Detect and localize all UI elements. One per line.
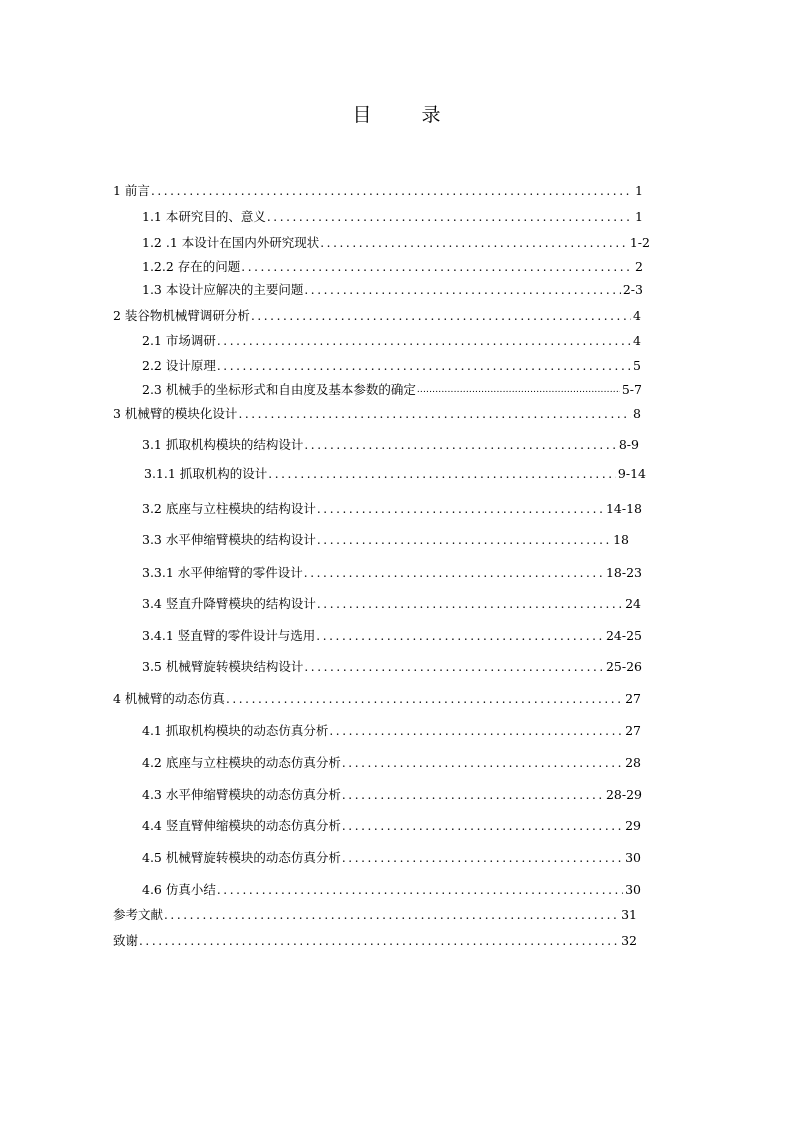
toc-entry-label: 3.1.1 抓取机构的设计	[144, 466, 268, 481]
toc-entry-label: 4.1 抓取机构模块的动态仿真分析	[142, 723, 329, 738]
dot-leader	[268, 466, 616, 482]
toc-entry-label: 1.3 本设计应解决的主要问题	[142, 282, 304, 297]
toc-entry-label: 1.1 本研究目的、意义	[142, 209, 266, 224]
dot-leader	[320, 235, 628, 251]
toc-entry-label: 3.3 水平伸缩臂模块的结构设计	[142, 532, 316, 547]
toc-entry-page: 29	[625, 818, 641, 833]
toc-entry-page: 9-14	[617, 466, 646, 481]
toc-entry-page: 1	[635, 209, 643, 224]
toc-entry-1-2-1[interactable]	[142, 235, 650, 251]
toc-entry-page: 32	[621, 933, 637, 948]
toc-entry-4-3[interactable]	[142, 787, 642, 803]
toc-entry-3-3-1[interactable]	[142, 565, 642, 581]
dot-leader	[317, 596, 623, 612]
toc-entry-page: 18-23	[605, 565, 642, 580]
toc-entry-label: 3.4.1 竖直臂的零件设计与选用	[142, 628, 316, 643]
toc-entry-page: 28	[625, 755, 641, 770]
toc-entry-4-4[interactable]	[142, 818, 641, 834]
toc-entry-label: 4 机械臂的动态仿真	[113, 691, 225, 706]
dot-leader	[317, 532, 611, 548]
toc-entry-page: 5-7	[621, 382, 642, 397]
toc-entry-page: 30	[625, 850, 641, 865]
dot-leader	[139, 933, 619, 949]
dot-leader	[241, 259, 633, 275]
toc-entry-2-1[interactable]	[142, 333, 641, 349]
toc-entry-label: 参考文献	[113, 907, 164, 922]
toc-entry-1-3[interactable]	[142, 282, 643, 298]
toc-entry-label: 4.3 水平伸缩臂模块的动态仿真分析	[142, 787, 341, 802]
toc-entry-page: 1	[635, 183, 643, 198]
toc-entry-4-6[interactable]	[142, 882, 641, 898]
toc-entry-page: 14-18	[605, 501, 642, 516]
toc-entry-3-5[interactable]	[142, 659, 642, 675]
toc-entry-page: 27	[625, 723, 641, 738]
dot-leader	[238, 406, 631, 422]
toc-entry-page: 4	[633, 308, 641, 323]
dot-leader	[329, 723, 623, 739]
dot-leader	[267, 209, 633, 225]
toc-entry-page: 1-2	[629, 235, 650, 250]
toc-entry-4[interactable]	[113, 691, 641, 707]
toc-entry-1[interactable]	[113, 183, 643, 199]
toc-entry-3-2[interactable]	[142, 501, 642, 517]
toc-entry-label: 4.4 竖直臂伸缩模块的动态仿真分析	[142, 818, 341, 833]
toc-entry-label: 4.6 仿真小结	[142, 882, 216, 897]
toc-entry-page: 24-25	[605, 628, 642, 643]
toc-entry-1-1[interactable]	[142, 209, 643, 225]
toc-entry-2[interactable]	[113, 308, 641, 324]
toc-entry-page: 8	[633, 406, 641, 421]
toc-entry-3-1-1[interactable]	[144, 466, 646, 482]
dot-leader	[151, 183, 633, 199]
toc-entry-page: 4	[633, 333, 641, 348]
toc-entry-label: 4.2 底座与立柱模块的动态仿真分析	[142, 755, 341, 770]
dot-leader	[217, 333, 631, 349]
dot-leader	[304, 437, 617, 453]
dot-leader	[342, 818, 623, 834]
toc-entry-4-1[interactable]	[142, 723, 641, 739]
toc-entry-page: 30	[625, 882, 641, 897]
dot-leader	[316, 628, 604, 644]
toc-entry-label: 3.5 机械臂旋转模块结构设计	[142, 659, 304, 674]
toc-entry-4-5[interactable]	[142, 850, 641, 866]
dot-leader	[304, 659, 604, 675]
toc-entry-label: 2 装谷物机械臂调研分析	[113, 308, 250, 323]
toc-entry-label: 4.5 机械臂旋转模块的动态仿真分析	[142, 850, 341, 865]
toc-entry-page: 27	[625, 691, 641, 706]
toc-entry-3-1[interactable]	[142, 437, 639, 453]
toc-entry-page: 31	[621, 907, 637, 922]
toc-entry-page: 8-9	[618, 437, 639, 452]
toc-entry-label: 1 前言	[113, 183, 150, 198]
toc-entry-label: 2.3 机械手的坐标形式和自由度及基本参数的确定	[142, 382, 416, 397]
dot-leader	[342, 850, 623, 866]
page-title: 目 录	[352, 104, 463, 126]
toc-entry-label: 1.2.2 存在的问题	[142, 259, 241, 274]
dot-leader	[217, 358, 631, 374]
dot-leader	[226, 691, 623, 707]
toc-entry-label: 2.2 设计原理	[142, 358, 216, 373]
toc-entry-page: 5	[633, 358, 641, 373]
dot-leader	[251, 308, 631, 324]
toc-entry-page: 28-29	[605, 787, 642, 802]
toc-entry-3-4[interactable]	[142, 596, 641, 612]
toc-entry-label: 1.2 .1 本设计在国内外研究现状	[142, 235, 320, 250]
toc-entry-page: 25-26	[605, 659, 642, 674]
toc-entry-3-4-1[interactable]	[142, 628, 642, 644]
toc-entry-label: 2.1 市场调研	[142, 333, 216, 348]
dot-leader	[417, 382, 620, 398]
dot-leader	[317, 501, 604, 517]
dot-leader	[342, 787, 604, 803]
toc-entry-label: 3.3.1 水平伸缩臂的零件设计	[142, 565, 303, 580]
toc-entry-3[interactable]	[113, 406, 641, 422]
dot-leader	[342, 755, 623, 771]
toc-entry-references[interactable]	[113, 907, 637, 923]
toc-entry-label: 3.2 底座与立柱模块的结构设计	[142, 501, 316, 516]
toc-entry-label: 致谢	[113, 933, 139, 948]
toc-entry-page: 24	[625, 596, 641, 611]
toc-entry-label: 3.1 抓取机构模块的结构设计	[142, 437, 304, 452]
toc-entry-3-3[interactable]	[142, 532, 629, 548]
toc-entry-label: 3 机械臂的模块化设计	[113, 406, 238, 421]
dot-leader	[304, 282, 621, 298]
toc-entry-4-2[interactable]	[142, 755, 641, 771]
dot-leader	[217, 882, 623, 898]
dot-leader	[304, 565, 604, 581]
dot-leader	[164, 907, 619, 923]
toc-entry-page: 2-3	[622, 282, 643, 297]
toc-entry-page: 2	[635, 259, 643, 274]
toc-entry-page: 18	[613, 532, 629, 547]
toc-entry-label: 3.4 竖直升降臂模块的结构设计	[142, 596, 316, 611]
toc-entry-2-3[interactable]	[142, 382, 642, 398]
toc-entry-1-2-2[interactable]	[142, 259, 643, 275]
toc-entry-acknowledgements[interactable]	[113, 933, 637, 949]
toc-entry-2-2[interactable]	[142, 358, 641, 374]
